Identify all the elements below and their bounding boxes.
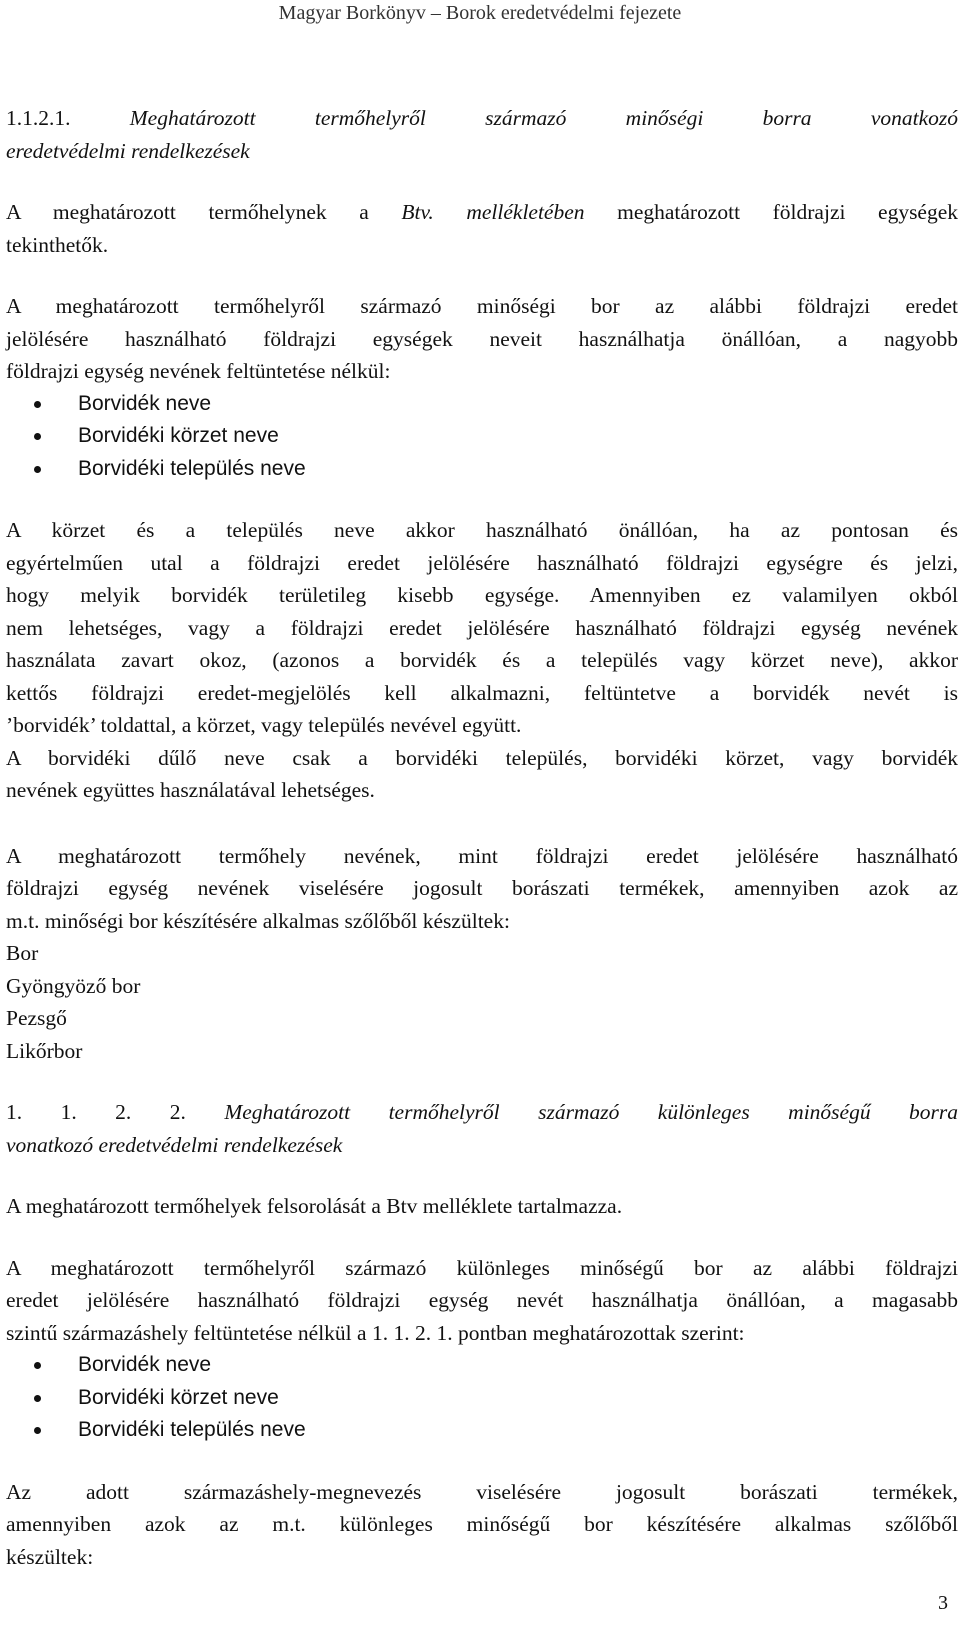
paragraph-termohelyek-felsorolasa: A meghatározott termőhelyek felsorolását a Btv melléklete tartalmazza. [6, 1194, 623, 1218]
list-item: Pezsgő [6, 1006, 67, 1030]
bullet-icon [34, 466, 41, 473]
document-body: 1.1.2.1. Meghatározott termőhelyről származó minőségi borra vonatkozó eredetvédelmi rendelkezések A meghatározott termőhelynek a Btv. mellékletében meghatározott földrajzi egységek tekinthetők. A meghatározott termőhelyről származó minőségi bor az alábbi földrajzi eredet jelölésére használható földrajzi egységek neveit használhatja önállóan, a nagyobb földrajzi egység nevének feltüntetése nélkül: Borvidék neve Borvidéki körzet neve Borvidéki település neve A körzet és a település neve akkor használható önállóan, ha az pontosan és egyértelműen utal a földrajzi eredet jelölésére használható földrajzi egységre és jelzi, hogy melyik borvidék területileg kisebb egysége. Amennyiben ez valamilyen okból nem lehetséges, vagy a földrajzi eredet jelölésére használható földrajzi egység nevének használata zavart okoz, (azonos a borvidék és a település vagy körzet neve), akkor kettős földrajzi eredet-megjelölés kell alkalmazni, feltüntetve a borvidék nevét is ’borvidék’ toldattal, a körzet, vagy település nevével együtt. A borvidéki dűlő neve csak a borvidéki település, borvidéki körzet, vagy borvidék nevének együttes használatával lehetséges. A meghatározott termőhely nevének, mint földrajzi eredet jelölésére használható földrajzi egység nevének viselésére jogosult borászati termékek, amennyiben azok az m.t. minőségi bor készítésére alkalmas szőlőből készültek: Bor Gyöngyöző bor Pezsgő Likőrbor 1. 1. 2. 2. Meghatározott termőhelyről származó különleges minőségű borra vonatkozó eredetvédelmi rendelkezések A meghatározott termőhelyek felsorolását a Btv melléklete tartalmazza. A meghatározott termőhelyről származó különleges minőségű bor az alábbi földrajzi eredet jelölésére használható földrajzi egység nevét használhatja önállóan, a magasabb szintű származáshely feltüntetése nélkül a 1. 1. 2. 1. pontban meghatározottak szerint: Borvidék neve Borvidéki körzet neve Borvidéki település neve Az adott származáshely-megnevezés viselésére jogosult borászati termékek, amennyiben azok az m.t. különleges minőségű bor készítésére alkalmas szőlőből készültek: [6, 102, 958, 1573]
bullet-icon [34, 1427, 41, 1434]
btv-reference: Btv. mellékletében [401, 200, 585, 224]
list-item: Borvidék neve [6, 1349, 958, 1382]
bullet-icon [34, 1395, 41, 1402]
paragraph-dulo: A borvidéki dűlő neve csak a borvidéki település, borvidéki körzet, vagy borvidék [6, 745, 958, 770]
list-item: Borvidéki körzet neve [6, 420, 958, 453]
paragraph-termohely-definicio: A meghatározott termőhelynek a Btv. mellékletében meghatározott földrajzi egységek [6, 200, 959, 224]
list-item: Bor [6, 941, 39, 965]
list-item: Borvidéki település neve [6, 1414, 958, 1447]
section-title: Meghatározott termőhelyről származó különleges minőségű borra [224, 1100, 959, 1124]
paragraph-szarmazashely: Az adott származáshely-megnevezés viselésére jogosult borászati termékek, [6, 1479, 958, 1504]
bullet-icon [34, 433, 41, 440]
list-item: Likőrbor [6, 1038, 83, 1063]
paragraph-boraszati-termekek: A meghatározott termőhely nevének, mint földrajzi eredet jelölésére használható [6, 843, 958, 868]
paragraph-kulonleges-minoseg: A meghatározott termőhelyről származó különleges minőségű bor az alábbi földrajzi [6, 1255, 958, 1280]
page-number: 3 [938, 1592, 948, 1614]
list-item: Gyöngyöző bor [6, 973, 141, 998]
section-title-cont: vonatkozó eredetvédelmi rendelkezések [6, 1132, 343, 1157]
running-header: Magyar Borkönyv – Borok eredetvédelmi fejezete [278, 2, 682, 24]
bullet-list-borvidek-1 [6, 388, 958, 486]
section-number: 1.1.2.1. [6, 106, 71, 130]
list-item: Borvidéki körzet neve [6, 1382, 958, 1415]
section-heading-1-1-2-2 [6, 1096, 958, 1129]
product-list [6, 937, 958, 1067]
bullet-list-borvidek-2 [6, 1349, 958, 1447]
paragraph-foldrajzi-egysegek: A meghatározott termőhelyről származó minőségi bor az alábbi földrajzi eredet [6, 294, 958, 318]
section-title: Meghatározott termőhelyről származó minőségi borra vonatkozó [129, 106, 958, 130]
bullet-icon [34, 401, 41, 408]
list-item: Borvidéki település neve [6, 453, 958, 486]
bullet-icon [34, 1362, 41, 1369]
paragraph-korzet-telepules: A körzet és a település neve akkor használható önállóan, ha az pontosan és egyértelműen utal a földrajzi eredet jelölésére használható földrajzi egységre és jelzi, hogy melyik borvidék területileg kisebb egysége. Amennyiben ez valamilyen okból nem lehetséges, vagy a földrajzi eredet jelölésére használható földrajzi egység nevének használata zavart okoz, (azonos a borvidék és a település vagy körzet neve), akkor kettős földrajzi eredet-megjelölés kell alkalmazni, feltüntetve a borvidék nevét is ’borvidék’ toldattal, a körzet, vagy település nevével együtt. [6, 518, 958, 737]
section-title-cont: eredetvédelmi rendelkezések [6, 138, 250, 163]
paragraph-termohely-definicio-end: tekinthetők. [6, 232, 109, 257]
section-heading-1-1-2-1 [6, 102, 958, 135]
list-item: Borvidék neve [6, 388, 958, 421]
section-number: 1. 1. 2. 2. [6, 1100, 186, 1124]
